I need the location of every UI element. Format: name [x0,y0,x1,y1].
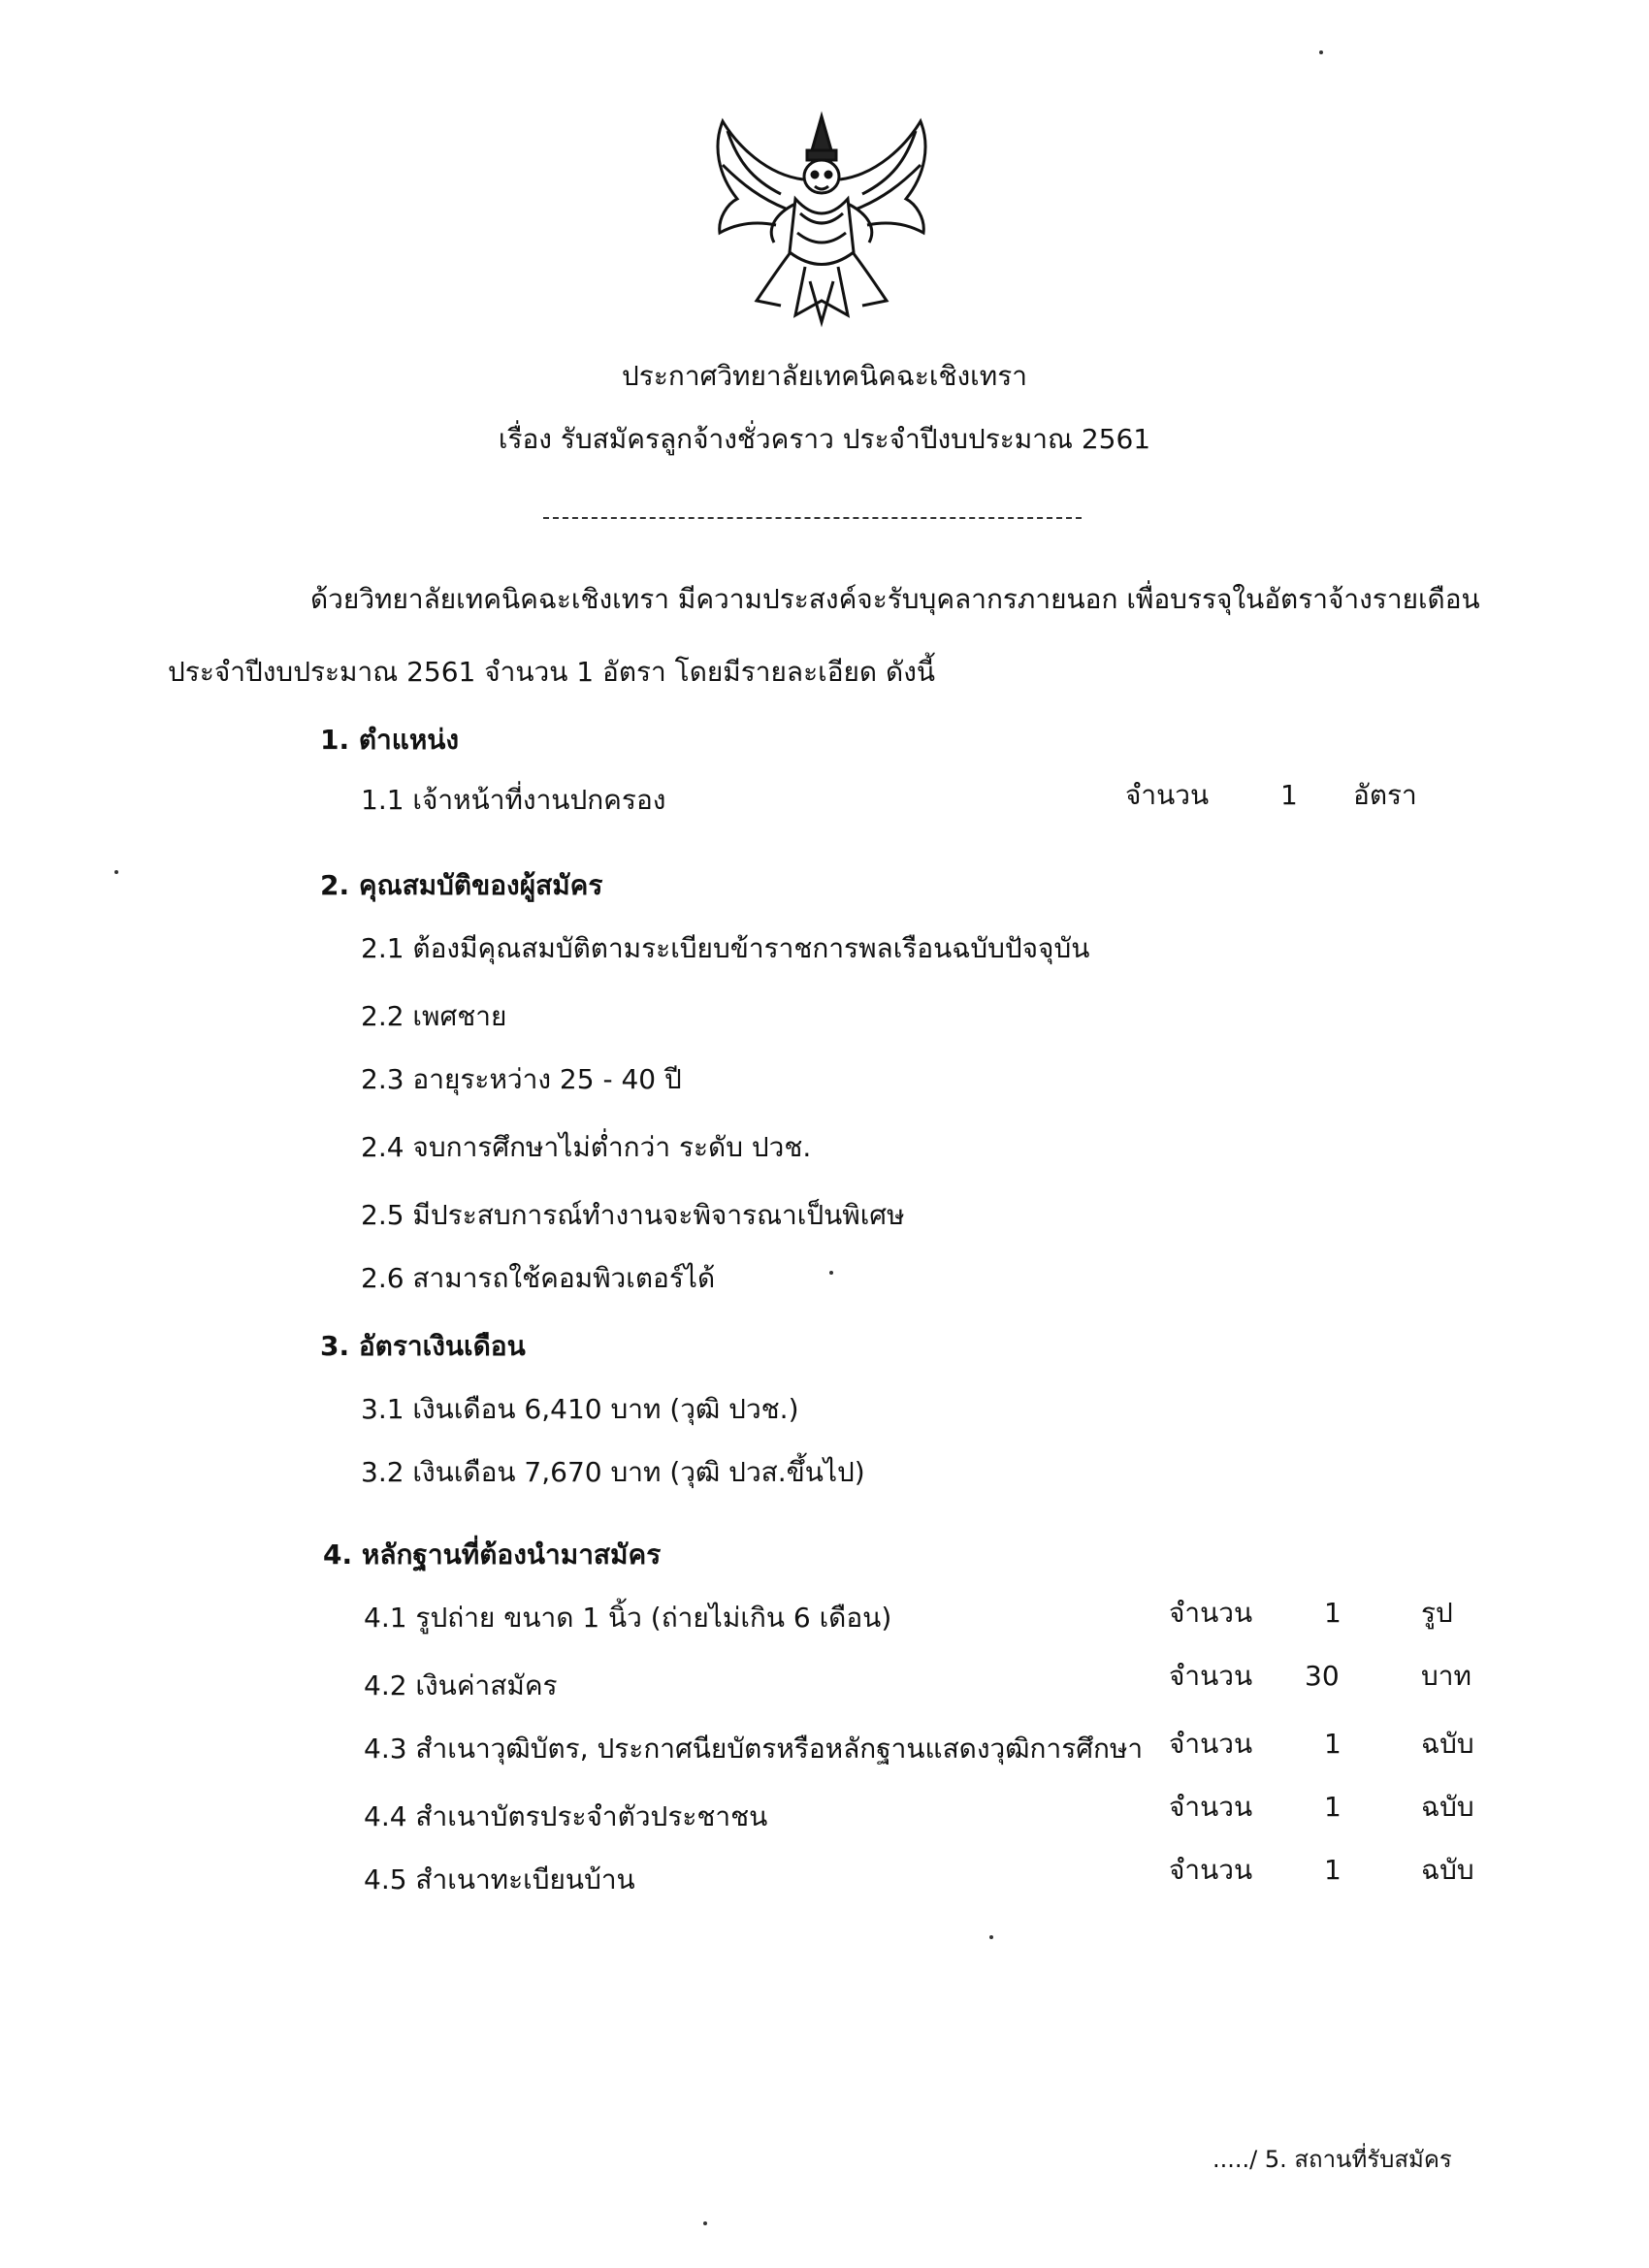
position-item-qty: 1 [1280,779,1298,811]
position-item-unit: อัตรา [1353,779,1417,811]
intro-line-2: ประจำปีงบประมาณ 2561 จำนวน 1 อัตรา โดยมีรายละเอียด ดังนี้ [168,656,935,688]
garuda-emblem-icon [698,107,946,330]
document-item-label: 4.5 สำเนาทะเบียนบ้าน [364,1863,635,1895]
intro-line-1: ด้วยวิทยาลัยเทคนิคฉะเชิงเทรา มีความประสงค์จะรับบุคลากรภายนอก เพื่อบรรจุในอัตราจ้างรายเดือน [310,583,1480,615]
document-item-qty: 30 [1305,1660,1340,1692]
salary-item: 3.2 เงินเดือน 7,670 บาท (วุฒิ ปวส.ขึ้นไป) [361,1456,865,1488]
document-item-label: 4.4 สำเนาบัตรประจำตัวประชาชน [364,1800,768,1832]
document-item-qty-label: จำนวน [1169,1660,1253,1692]
qualification-item: 2.1 ต้องมีคุณสมบัติตามระเบียบข้าราชการพลเรือนฉบับปัจจุบัน [361,932,1090,964]
salary-item: 3.1 เงินเดือน 6,410 บาท (วุฒิ ปวช.) [361,1393,799,1425]
document-item-unit: รูป [1421,1597,1453,1629]
document-item-qty: 1 [1324,1728,1342,1760]
qualification-item: 2.4 จบการศึกษาไม่ต่ำกว่า ระดับ ปวช. [361,1131,812,1163]
qualification-item: 2.2 เพศชาย [361,1000,507,1032]
document-item-qty: 1 [1324,1854,1342,1886]
issuer-title: ประกาศวิทยาลัยเทคนิคฉะเชิงเทรา [622,360,1027,392]
document-item-qty-label: จำนวน [1169,1854,1253,1886]
section-salary-heading: 3. อัตราเงินเดือน [320,1330,526,1362]
qualification-item: 2.3 อายุระหว่าง 25 - 40 ปี [361,1063,682,1095]
qualification-item: 2.5 มีประสบการณ์ทำงานจะพิจารณาเป็นพิเศษ [361,1199,905,1231]
continuation-note: ...../ 5. สถานที่รับสมัคร [1212,2146,1452,2173]
document-item-unit: ฉบับ [1421,1791,1474,1823]
scan-speck [703,2221,707,2225]
document-item-unit: ฉบับ [1421,1854,1474,1886]
scan-speck [1319,50,1323,54]
document-item-unit: บาท [1421,1660,1471,1692]
document-item-qty: 1 [1324,1791,1342,1823]
scan-speck [829,1271,833,1275]
document-item-label: 4.3 สำเนาวุฒิบัตร, ประกาศนียบัตรหรือหลักฐานแสดงวุฒิการศึกษา [364,1733,1144,1765]
document-item-qty-label: จำนวน [1169,1791,1253,1823]
document-item-qty-label: จำนวน [1169,1728,1253,1760]
position-item-qty-label: จำนวน [1125,779,1210,811]
header-divider [543,517,1082,519]
document-item-unit: ฉบับ [1421,1728,1474,1760]
document-item-label: 4.1 รูปถ่าย ขนาด 1 นิ้ว (ถ่ายไม่เกิน 6 เดือน) [364,1602,892,1634]
qualification-item: 2.6 สามารถใช้คอมพิวเตอร์ได้ [361,1262,716,1294]
position-item-label: 1.1 เจ้าหน้าที่งานปกครอง [361,784,666,816]
scan-speck [114,870,118,874]
section-qualifications-heading: 2. คุณสมบัติของผู้สมัคร [320,869,603,901]
scan-speck [989,1935,993,1939]
section-documents-heading: 4. หลักฐานที่ต้องนำมาสมัคร [323,1539,662,1571]
subject-line: เรื่อง รับสมัครลูกจ้างชั่วคราว ประจำปีงบประมาณ 2561 [498,423,1151,455]
document-item-qty: 1 [1324,1597,1342,1629]
document-item-qty-label: จำนวน [1169,1597,1253,1629]
document-item-label: 4.2 เงินค่าสมัคร [364,1669,558,1701]
section-position-heading: 1. ตำแหน่ง [320,724,460,756]
